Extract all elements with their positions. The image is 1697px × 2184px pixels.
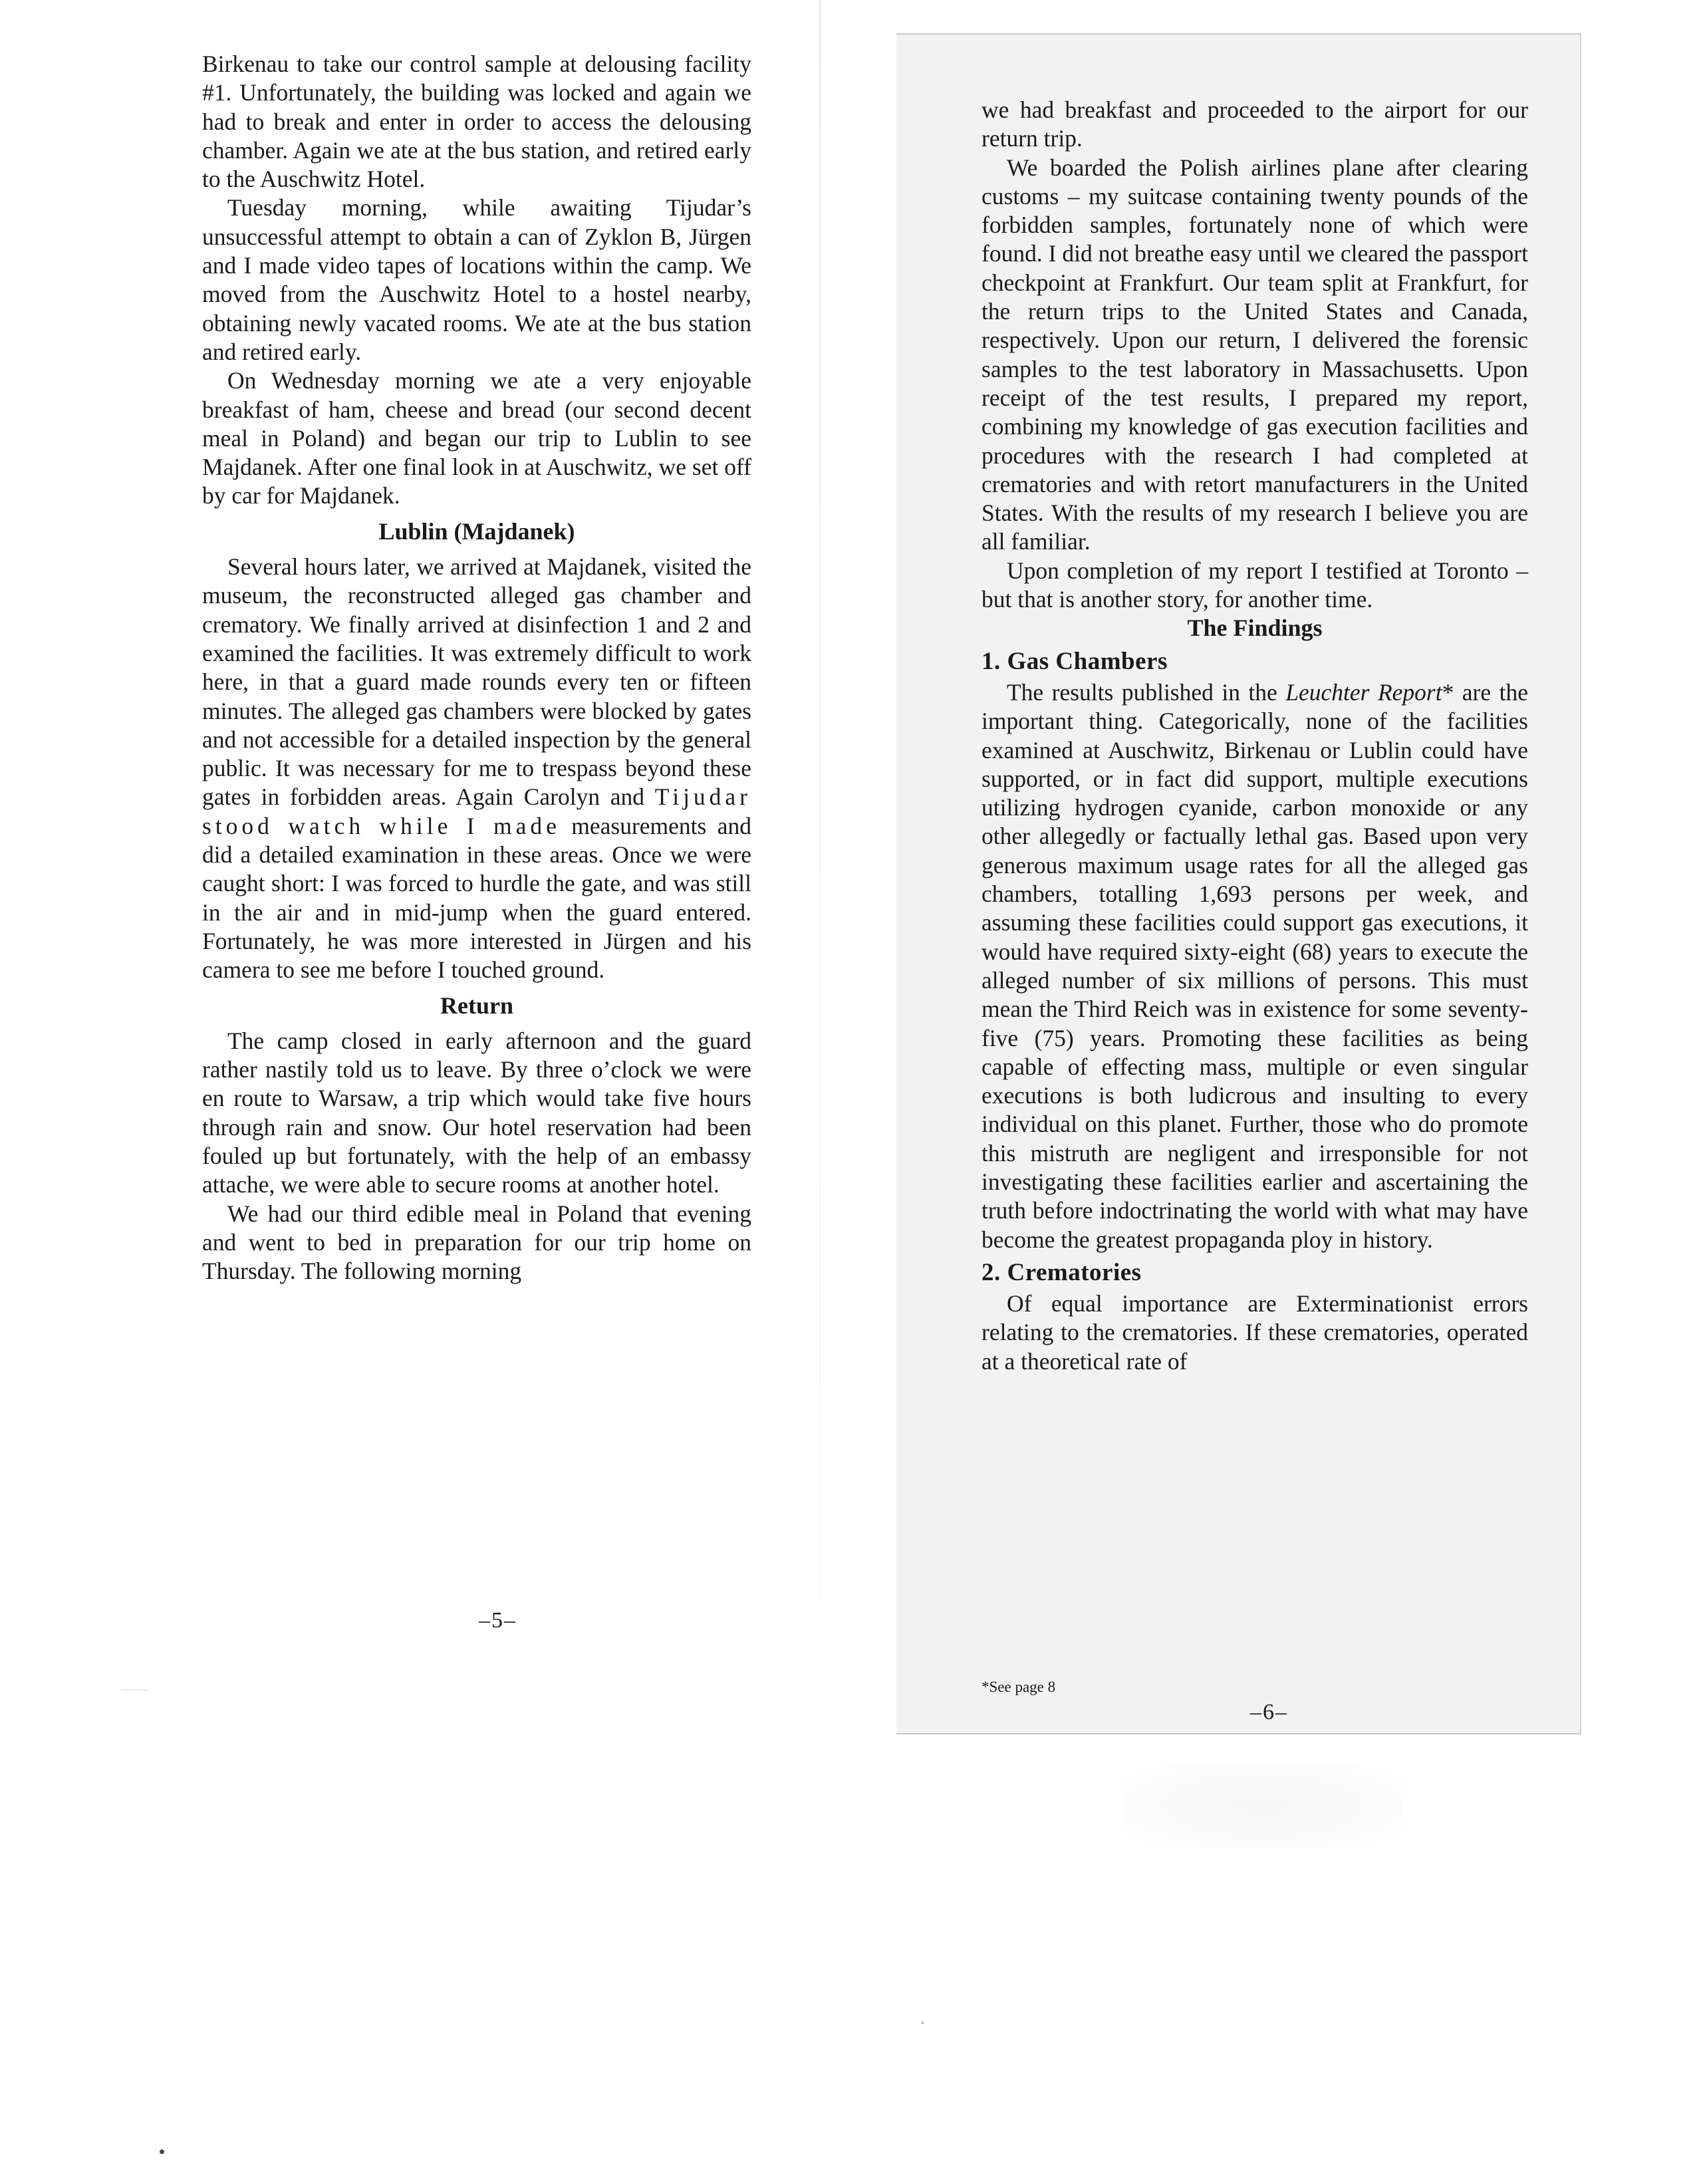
heading-gas-chambers: 1. Gas Chambers: [981, 647, 1168, 675]
left-page: [0, 0, 821, 1696]
heading-return: Return: [440, 992, 513, 1019]
footnote: *See page 8: [981, 1679, 1056, 1695]
right-page: [896, 33, 1581, 1734]
paragraph-majdanek: [202, 553, 751, 984]
scan-speck: [922, 2022, 924, 2024]
left-text-column: [202, 50, 751, 1286]
heading-the-findings: The Findings: [1187, 614, 1323, 642]
paragraph-toronto: Upon completion of my report I testified at Toronto – but that is another story, for another time.: [981, 557, 1528, 613]
leuchter-report-title: Leuchter Report: [1285, 678, 1442, 706]
heading-lublin-majdanek: Lublin (Majdanek): [378, 517, 575, 545]
paragraph-breakfast-airport: we had breakfast and proceeded to the airport for our return trip.: [981, 96, 1528, 152]
scan-shadow: [1124, 1762, 1403, 1849]
page-number-6: –6–: [1250, 1700, 1288, 1724]
paragraph-crematories: Of equal importance are Exterminationist errors relating to the crematories. If these crematories, operated at a theoretical rate of: [981, 1290, 1528, 1375]
majdanek-text-part-1: Several hours later, we arrived at Majdanek, visited the museum, the reconstructed alleged gas chamber and crematory. We finally arrived at disinfection 1 and 2 and examined the facilities. It was extremely difficult to work here, in that a guard made rounds every ten or fifteen minutes. The alleged gas chambers were blocked by gates and not accessible for a detailed inspection by the general public. It was necessary for me to trespass beyond these gates in forbidden areas. Again Carolyn and: [202, 553, 751, 811]
paragraph-third-meal: We had our third edible meal in Poland that evening and went to bed in preparation for our trip home on Thursday. The following morning: [202, 1200, 751, 1285]
scan-speck: [160, 2149, 164, 2154]
heading-crematories: 2. Crematories: [981, 1258, 1142, 1286]
paragraph-camp-closed: The camp closed in early afternoon and the guard rather nastily told us to leave. By three o’clock we were en route to Warsaw, a trip which would take five hours through rain and snow. Our hotel reservation had been fouled up but fortunately, with the help of an embassy attache, we were able to secure rooms at another hotel.: [202, 1027, 751, 1198]
page-edge-mark: [121, 1689, 148, 1691]
majdanek-text-part-2: measurements and did a detailed examination in these areas. Once we were caught short: I was forced to hurdle the gate, and was still in the air and in mid-jump when the guard entered. Fortunately, he was more interested in Jürgen and his camera to see me before I touched ground.: [202, 812, 752, 984]
right-text-column: [981, 96, 1528, 1376]
gas-text-body: * are the important thing. Categorically, none of the facilities examined at Auschwitz, Birkenau or Lublin could have supported, or in fact did support, multiple executions utilizing hydrogen cyanide, carbon monoxide or any other allegedly or factually lethal gas. Based upon very generous maximum usage rates for all the alleged gas chambers, totalling 1,693 persons per week, and assuming these facilities could support gas executions, it would have required sixty-eight (68) years to execute the alleged number of six millions of persons. This must mean the Third Reich was in existence for some seventy-five (75) years. Promoting these facilities as being capable of effecting mass, multiple or even singular executions is both ludicrous and insulting to every individual on this planet. Further, those who do promote this mistruth are negligent and irresponsible for not investigating these facilities earlier and ascertaining the truth before indoctrinating the world with what may have become the greatest propaganda ploy in history.: [981, 678, 1528, 1253]
page-number-5: –5–: [479, 1608, 517, 1633]
paragraph-gas-chambers: [981, 678, 1528, 1254]
paragraph-wednesday: On Wednesday morning we ate a very enjoyable breakfast of ham, cheese and bread (our second decent meal in Poland) and began our trip to Lublin to see Majdanek. After one final look in at Auschwitz, we set off by car for Majdanek.: [202, 367, 751, 509]
gas-text-lead: The results published in the: [1007, 678, 1286, 706]
paragraph-delousing: Birkenau to take our control sample at delousing facility #1. Unfortunately, the building was locked and again we had to break and enter in order to access the delousing chamber. Again we ate at the bus station, and retired early to the Auschwitz Hotel.: [202, 51, 751, 193]
page-fold-line: [819, 0, 821, 1689]
paragraph-tuesday: Tuesday morning, while awaiting Tijudar’s unsuccessful attempt to obtain a can of Zyklon B, Jürgen and I made video tapes of locations within the camp. We moved from the Auschwitz Hotel to a hostel nearby, obtaining newly vacated rooms. We ate at the bus station and retired early.: [202, 194, 751, 365]
paragraph-boarded-plane: We boarded the Polish airlines plane after clearing customs – my suitcase containing twenty pounds of the forbidden samples, fortunately none of which were found. I did not breathe easy until we cleared the passport checkpoint at Frankfurt. Our team split at Frankfurt, for the return trips to the United States and Canada, respectively. Upon our return, I delivered the forensic samples to the test laboratory in Massachusetts. Upon receipt of the test results, I prepared my report, combining my knowledge of gas execution facilities and procedures with the research I had completed at crematories and with retort manufacturers in the United States. With the results of my research I believe you are all familiar.: [981, 154, 1528, 555]
majdanek-spaced-line: Tijudar stood watch while I made: [202, 783, 752, 839]
